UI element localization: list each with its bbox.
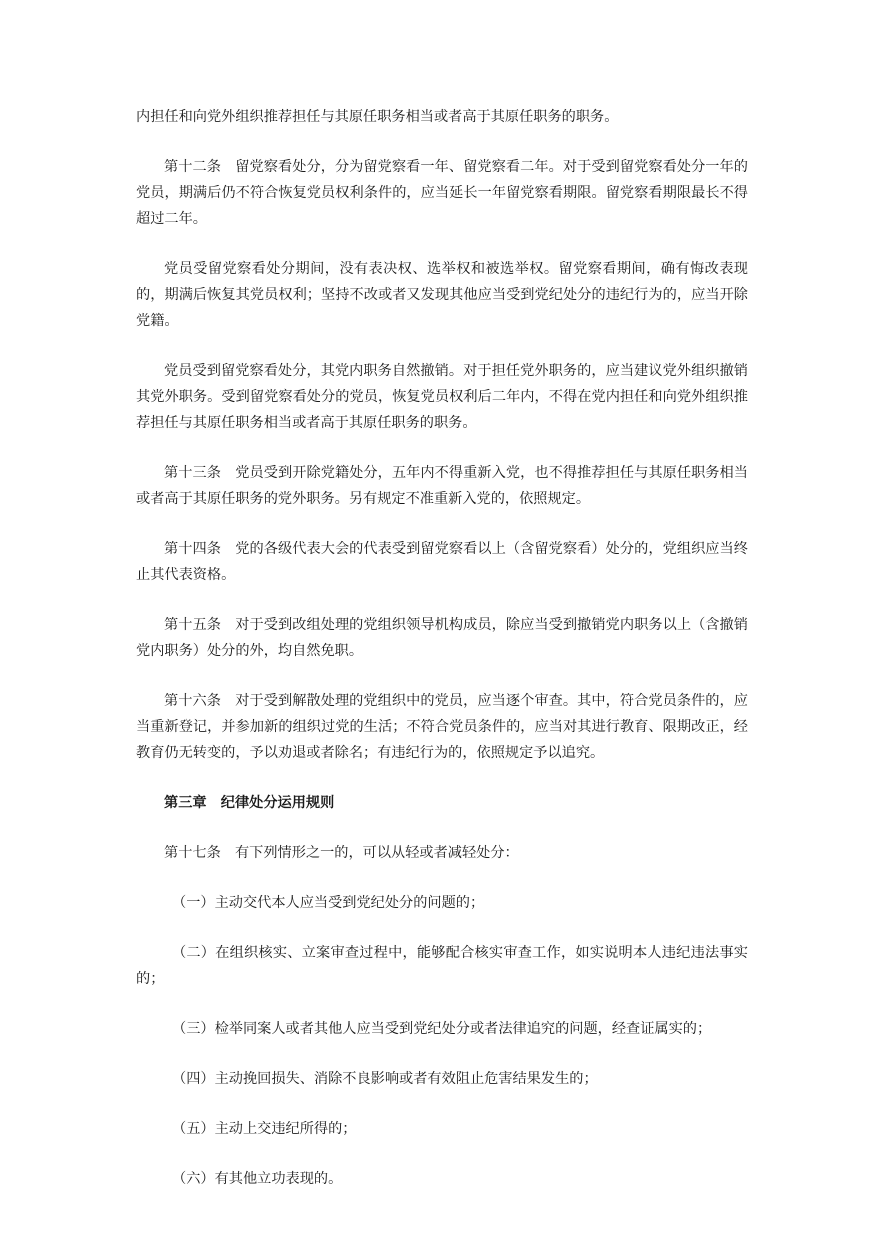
paragraph-probation-posts: 党员受到留党察看处分，其党内职务自然撤销。对于担任党外职务的，应当建议党外组织撤销其党外职务。受到留党察看处分的党员，恢复党员权利后二年内，不得在党内担任和向党外组织推荐担任与其原任职务相当或者高于其原任职务的职务。 [136, 363, 748, 431]
paragraph-article-12: 第十二条 留党察看处分，分为留党察看一年、留党察看二年。对于受到留党察看处分一年的党员，期满后仍不符合恢复党员权利条件的，应当延长一年留党察看期限。留党察看期限最长不得超过二年。 [136, 159, 748, 227]
paragraph-probation-rights: 党员受留党察看处分期间，没有表决权、选举权和被选举权。留党察看期间，确有悔改表现的，期满后恢复其党员权利；坚持不改或者又发现其他应当受到党纪处分的违纪行为的，应当开除党籍。 [136, 261, 748, 329]
document-body [136, 104, 748, 1216]
paragraph-article-14: 第十四条 党的各级代表大会的代表受到留党察看以上（含留党察看）处分的，党组织应当终止其代表资格。 [136, 541, 748, 583]
paragraph-article-16: 第十六条 对于受到解散处理的党组织中的党员，应当逐个审查。其中，符合党员条件的，应当重新登记，并参加新的组织过党的生活；不符合党员条件的，应当对其进行教育、限期改正，经教育仍无转变的，予以劝退或者除名；有违纪行为的，依照规定予以追究。 [136, 693, 748, 761]
paragraph-continuation: 内担任和向党外组织推荐担任与其原任职务相当或者高于其原任职务的职务。 [136, 109, 619, 125]
list-item-3: （三）检举同案人或者其他人应当受到党纪处分或者法律追究的问题，经查证属实的； [172, 1021, 712, 1037]
list-item-2: （二）在组织核实、立案审查过程中，能够配合核实审查工作，如实说明本人违纪违法事实的； [136, 945, 748, 987]
list-item-4: （四）主动挽回损失、消除不良影响或者有效阻止危害结果发生的； [172, 1071, 598, 1087]
list-item-6: （六）有其他立功表现的。 [172, 1171, 343, 1187]
chapter-heading: 第三章 纪律处分运用规则 [164, 795, 335, 811]
paragraph-article-13: 第十三条 党员受到开除党籍处分，五年内不得重新入党，也不得推荐担任与其原任职务相当或者高于其原任职务的党外职务。另有规定不准重新入党的，依照规定。 [136, 465, 748, 507]
list-item-5: （五）主动上交违纪所得的； [172, 1121, 357, 1137]
paragraph-article-17: 第十七条 有下列情形之一的，可以从轻或者减轻处分： [164, 845, 519, 861]
list-item-1: （一）主动交代本人应当受到党纪处分的问题的； [172, 895, 485, 911]
paragraph-article-15: 第十五条 对于受到改组处理的党组织领导机构成员，除应当受到撤销党内职务以上（含撤销党内职务）处分的外，均自然免职。 [136, 617, 748, 659]
